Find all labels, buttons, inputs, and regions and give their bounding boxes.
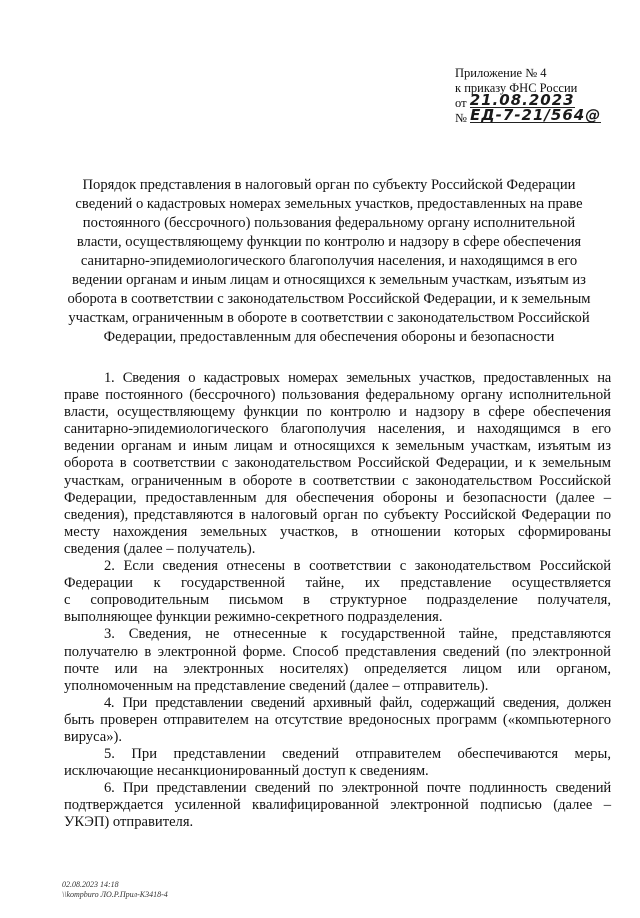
document-title (66, 176, 592, 347)
paragraph-line: санитарно-эпидемиологического благополучия населения, и находящимся в его (64, 421, 611, 438)
paragraph-line: 5. При представлении сведений отправителем обеспечиваются меры, (104, 746, 611, 763)
paragraph-5 (64, 746, 611, 780)
paragraph-line: 6. При представлении сведений по электронной почте подлинность сведений (104, 780, 611, 797)
paragraph-line: оборота в соответствии с законодательством Российской Федерации, и к земельным (64, 455, 611, 472)
paragraph-line: с сопроводительным письмом в структурное подразделение получателя, (64, 592, 611, 609)
number-prefix: № (455, 111, 467, 125)
paragraph-line: уполномоченным на представление сведений (далее – отправитель). (64, 677, 489, 694)
date-prefix: от (455, 96, 467, 110)
paragraph-6 (64, 780, 611, 831)
handwritten-number: ЕД-7-21/564@ (470, 106, 602, 124)
footer-filepath: \\kompburo ЛО.Р.Прил-К3418-4 (62, 890, 168, 899)
paragraph-line: месту нахождения земельных участков, в отношении которых сформированы (64, 523, 611, 540)
paragraph-line: 1. Сведения о кадастровых номерах земельных участков, предоставленных на (104, 370, 611, 386)
title-line: Порядок представления в налоговый орган по субъекту Российской Федерации (82, 177, 576, 193)
title-line: оборота в соответствии с законодательством Российской Федерации, и к земельным (67, 291, 591, 307)
paragraph-line: Федерации к государственной тайне, их представление осуществляется (64, 575, 611, 592)
paragraph-line: сведения (далее – получатель). (64, 540, 256, 557)
paragraph-3 (64, 626, 611, 694)
paragraph-line: выполняющее функции режимно-секретного подразделения. (64, 609, 443, 626)
title-line: ведении органам и иным лицам и относящихся к земельным участкам, изъятым из (72, 272, 586, 288)
footer-timestamp: 02.08.2023 14:18 (62, 880, 119, 889)
paragraph-4 (64, 695, 611, 746)
title-line: власти, осуществляющему функции по контролю и надзору в сфере обеспечения (76, 234, 582, 250)
appendix-order-ref: к приказу ФНС России (455, 81, 578, 95)
paragraph-line: участкам, ограниченным в обороте в соответствии с законодательством Российской (64, 472, 611, 489)
title-line: сведений о кадастровых номерах земельных участков, предоставленных на праве (75, 196, 583, 212)
paragraph-line: 3. Сведения, не отнесенные к государственной тайне, представляются (104, 626, 611, 643)
paragraph-line: ведении органам и иным лицам и относящихся к земельным участкам, изъятым из (64, 438, 611, 455)
appendix-number-line (455, 106, 625, 126)
file-footer (62, 880, 168, 900)
paragraph-1 (64, 370, 611, 558)
document-body (64, 370, 611, 832)
paragraph-line: быть проверен отправителем на отсутствие вредоносных программ («компьютерного (64, 711, 611, 728)
paragraph-line: почте или на электронных носителях) определяется лицом или органом, (64, 660, 611, 677)
paragraph-line: 4. При представлении сведений архивный файл, содержащий сведения, должен (104, 694, 611, 711)
paragraph-2 (64, 558, 611, 626)
appendix-header (455, 66, 625, 126)
paragraph-line: сведения), представляются в налоговый орган по субъекту Российской Федерации по (64, 506, 611, 523)
appendix-title: Приложение № 4 (455, 66, 547, 80)
title-line: Федерации, предоставленным для обеспечения обороны и безопасности (103, 329, 555, 345)
paragraph-line: подтверждается усиленной квалифицированной электронной подписью (далее – (64, 797, 611, 814)
title-line: участкам, ограниченным в обороте в соответствии с законодательством Российской (68, 310, 590, 326)
title-line: постоянного (бессрочного) пользования федеральному органу исполнительной (82, 215, 576, 231)
paragraph-line: УКЭП) отправителя. (64, 814, 194, 831)
paragraph-line: праве постоянного (бессрочного) пользования федеральному органу исполнительной (64, 387, 611, 404)
paragraph-line: вируса»). (64, 728, 123, 745)
paragraph-line: 2. Если сведения отнесены в соответствии с законодательством Российской (104, 558, 611, 575)
title-line: санитарно-эпидемиологического благополучия населения, и находящимся в его (80, 253, 578, 269)
paragraph-line: власти, осуществляющему функции по контролю и надзору в сфере обеспечения (64, 404, 611, 421)
handwritten-date: 21.08.2023 (469, 91, 575, 109)
paragraph-line: получателю в электронной форме. Способ представления сведений (по электронной (64, 643, 611, 660)
paragraph-line: исключающие несанкционированный доступ к сведениям. (64, 763, 429, 780)
paragraph-line: Федерации, предоставленным для обеспечения обороны и безопасности (далее – (64, 489, 611, 506)
